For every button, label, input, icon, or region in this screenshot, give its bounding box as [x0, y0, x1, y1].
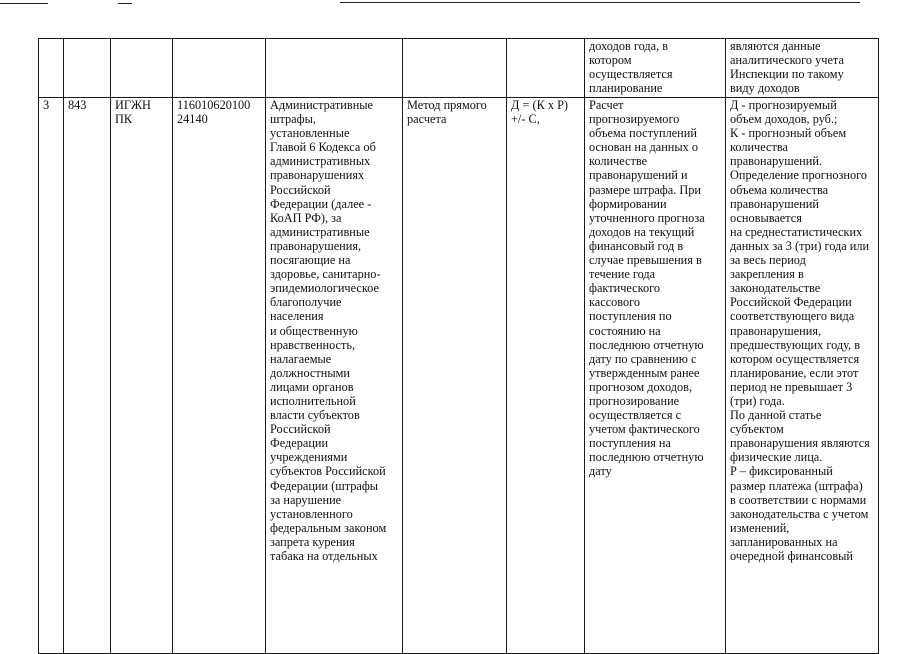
cell-num — [39, 98, 64, 654]
cell-algorithm — [585, 39, 726, 98]
cell-kbk — [173, 39, 266, 98]
calc-method-text: Метод прямого расчета — [407, 98, 487, 127]
algorithm-text: Расчет прогнозируемого объема поступлений основан на данных о количестве правонарушений и размере штрафа. При формировании уточненного прогноза доходов на текущий финансовый год в случае превышения в течение года фактического кассового поступления по состоянию на последнюю отчетную дату по сравнению с утвержденным ранее прогнозом доходов, прогнозирование осуществляется с учетом фактического поступления на последнюю отчетную дату — [589, 98, 705, 479]
indicators-text: являются данные аналитического учета Инспекции по такому виду доходов — [730, 39, 844, 96]
budget-classification-code: 116010620100 24140 — [177, 98, 251, 127]
table-row-continued — [39, 39, 879, 98]
cell-income-name — [266, 98, 403, 654]
cell-formula — [507, 39, 585, 98]
cell-indicators — [726, 98, 879, 654]
scan-edge-mark — [340, 2, 860, 3]
algorithm-text: доходов года, в котором осуществляется планирование — [589, 39, 673, 96]
cell-formula — [507, 98, 585, 654]
cell-admin — [111, 98, 173, 654]
cell-kbk — [173, 98, 266, 654]
cell-admin — [111, 39, 173, 98]
administrator-name: ИГЖН ПК — [115, 98, 151, 127]
cell-num — [39, 39, 64, 98]
formula-text: Д = (К х Р) +/- С, — [511, 98, 568, 127]
cell-method — [403, 98, 507, 654]
cell-method — [403, 39, 507, 98]
cell-indicators — [726, 39, 879, 98]
row-number: 3 — [43, 98, 50, 112]
revenue-forecast-table — [38, 38, 879, 654]
cell-income-name — [266, 39, 403, 98]
scan-edge-mark — [0, 3, 48, 4]
scan-edge-mark — [118, 3, 132, 4]
cell-code — [64, 98, 111, 654]
chapter-code: 843 — [68, 98, 87, 112]
cell-code — [64, 39, 111, 98]
income-name-text: Административные штрафы, установленные Главой 6 Кодекса об административных правонарушениях Российской Федерации (далее - КоАП РФ), за административные правонарушения, посягающие на здоровье, санитарно- эпидемиологическое благополучие населения и общественную нравственность, налагаемые должностными лицами органов исполнительной власти субъектов Российской Федерации учреждениями субъектов Российской Федерации (штрафы за нарушение установленного федеральным законом запрета курения табака на отдельных — [270, 98, 387, 563]
table-row — [39, 98, 879, 654]
cell-algorithm — [585, 98, 726, 654]
indicators-text: Д - прогнозируемый объем доходов, руб.; К - прогнозный объем количества правонарушений. Определение прогнозного объема количества правонарушений основывается на среднестатистических данных за 3 (три) года или за весь период закрепления в законодательстве Российской Федерации соответствующего вида правонарушения, предшествующих году, в котором осуществляется планирование, если этот период не превышает 3 (три) года. По данной статье субъектом правонарушения являются физические лица. Р – фиксированный размер платежа (штрафа) в соответствии с нормами законодательства с учетом изменений, запланированных на очередной финансовый — [730, 98, 870, 563]
